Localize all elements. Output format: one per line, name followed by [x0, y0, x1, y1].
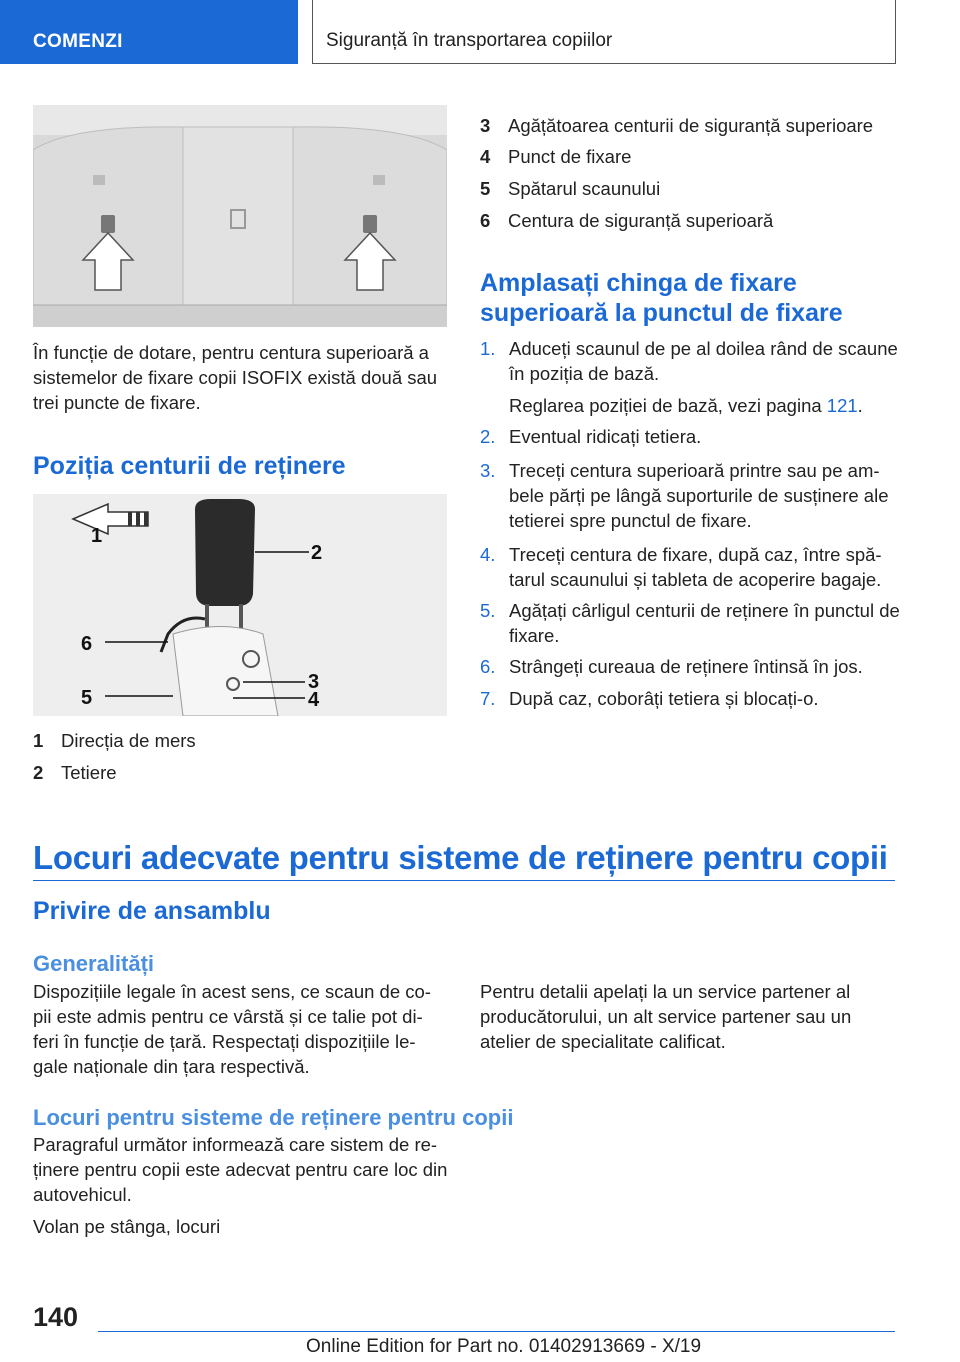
legend-num: 3 — [480, 115, 491, 136]
step-num: 3. — [480, 460, 496, 481]
header-chapter-box — [312, 0, 896, 64]
step-item — [480, 424, 900, 449]
header-section-label: COMENZI — [33, 31, 123, 52]
heading-general: Generalități — [33, 951, 155, 976]
seat-back-illustration — [33, 105, 447, 327]
step-item — [480, 542, 900, 592]
step-num: 7. — [480, 688, 496, 709]
headrest-illustration — [33, 494, 447, 716]
callout-5: 5 — [81, 687, 93, 709]
step-num: 2. — [480, 426, 496, 447]
legend-num: 1 — [33, 730, 44, 751]
step-item — [480, 654, 900, 679]
legend-text: Punct de fixare — [508, 146, 632, 167]
step-text: Agățați cârligul centurii de reținere în punctul de fixare. — [509, 600, 900, 646]
callout-3: 3 — [308, 671, 320, 693]
figure-anchor-points — [33, 105, 447, 327]
legend-num: 5 — [480, 178, 491, 199]
figure-headrest — [33, 494, 447, 716]
section-subtitle: Privire de ansamblu — [33, 897, 271, 925]
legend-text: Spătarul scaunului — [508, 178, 661, 199]
heading-mount-strap: Amplasați chinga de fixare superioară la punctul de fixare — [480, 269, 843, 327]
intro-paragraph: În funcție de dotare, pentru centura superioară a sistemelor de fixare copii ISOFIX există două sau trei puncte de fixare. — [33, 342, 438, 413]
general-left-paragraph: Dispozițiile legale în acest sens, ce scaun de co-pii este admis pentru ce vârstă și ce talie pot di-feri în funcție de țară. Respectați dispozițiile le-gale naționale din țara respectivă. — [33, 981, 431, 1077]
step-num: 5. — [480, 600, 496, 621]
footer-rule — [98, 1331, 895, 1332]
heading-belt-position: Poziția centurii de reținere — [33, 452, 346, 480]
legend-num: 6 — [480, 210, 491, 231]
step-num: 1. — [480, 338, 496, 359]
step-subnote — [509, 393, 900, 418]
legend-num: 2 — [33, 762, 44, 783]
legend-text: Agățătoarea centurii de siguranță superioare — [508, 115, 874, 136]
step-text: Eventual ridicați tetiera. — [509, 426, 702, 447]
step-text: După caz, coborâți tetiera și blocați-o. — [509, 688, 819, 709]
callout-1: 1 — [91, 525, 103, 547]
legend-num: 4 — [480, 146, 491, 167]
callout-2: 2 — [311, 542, 323, 564]
legend-text: Centura de siguranță superioară — [508, 210, 774, 231]
header-chapter-label: Siguranță în transportarea copiilor — [326, 30, 613, 51]
step-num: 6. — [480, 656, 496, 677]
step-item — [480, 598, 900, 648]
step-item — [480, 336, 900, 418]
places-paragraph-2: Volan pe stânga, locuri — [33, 1216, 221, 1237]
footer-edition: Online Edition for Part no. 01402913669 - X/19 — [306, 1336, 702, 1357]
callout-4: 4 — [308, 689, 320, 711]
section-title: Locuri adecvate pentru sisteme de reținere pentru copii — [33, 839, 888, 876]
header-section-tab — [0, 0, 298, 64]
page-link-121[interactable]: 121 — [826, 395, 858, 416]
general-right-paragraph: Pentru detalii apelați la un service partener al producătorului, un alt service partener sau un atelier de specialitate calificat. — [480, 981, 852, 1052]
section-title-rule — [33, 880, 895, 881]
step-item — [480, 458, 900, 533]
step-text: Strângeți cureaua de reținere întinsă în jos. — [509, 656, 863, 677]
step-text: Treceți centura de fixare, după caz, între spă-tarul scaunului și tableta de acoperire bagaje. — [509, 544, 882, 590]
page-number: 140 — [33, 1302, 79, 1332]
places-paragraph: Paragraful următor informează care sistem de re-ținere pentru copii este adecvat pentru care loc din autovehicul. — [33, 1134, 448, 1205]
legend-text: Tetiere — [61, 762, 117, 783]
step-subnote-end: . — [857, 395, 863, 416]
step-subnote-text: Reglarea poziției de bază, vezi pagina — [509, 395, 827, 416]
step-text: Treceți centura superioară printre sau pe am-bele părți pe lângă suporturile de susținere ale tetierei spre punctul de fixare. — [509, 460, 889, 531]
step-item — [480, 686, 900, 711]
step-text: Aduceți scaunul de pe al doilea rând de scaune în poziția de bază. — [509, 338, 898, 384]
step-num: 4. — [480, 544, 496, 565]
callout-6: 6 — [81, 633, 93, 655]
heading-places: Locuri pentru sisteme de reținere pentru copii — [33, 1105, 514, 1130]
legend-text: Direcția de mers — [61, 730, 196, 751]
